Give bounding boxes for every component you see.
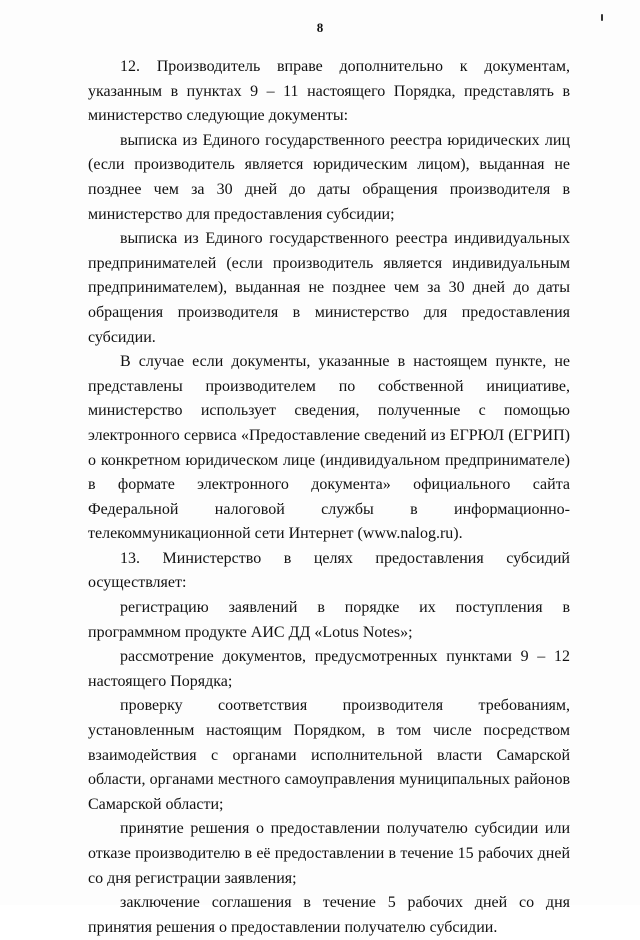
document-body — [88, 55, 570, 940]
paragraph-egrul-extract: выписка из Единого государственного реестра юридических лиц (если производитель является юридическим лицом), выданная не позднее чем за 30 дней до даты обращения производителя в министерство для предоставления субсидии; — [88, 131, 570, 223]
paragraph-compliance-check: проверку соответствия производителя требованиям, установленным настоящим Порядком, в том числе посредством взаимодействия с органами исполнительной власти Самарской области, органами местного самоуправления муниципальных районов Самарской области; — [88, 697, 570, 813]
page-number: 8 — [316, 20, 324, 35]
paragraph-review: рассмотрение документов, предусмотренных пунктами 9 – 12 настоящего Порядка; — [88, 648, 570, 690]
paragraph-decision: принятие решения о предоставлении получателю субсидии или отказе производителю в её предоставлении в течение 15 рабочих дней со дня регистрации заявления; — [88, 820, 570, 887]
paragraph-if-not-submitted: В случае если документы, указанные в настоящем пункте, не представлены производителем по собственной инициативе, министерство использует сведения, полученные с помощью электронного сервиса «Предоставление сведений из ЕГРЮЛ (ЕГРИП) о конкретном юридическом лице (индивидуальном предпринимателе) в формате электронного документа» официального сайта Федеральной налоговой службы в информационно-телекоммуникационной сети Интернет (www.nalog.ru). — [88, 353, 570, 543]
paragraph-agreement: заключение соглашения в течение 5 рабочих дней со дня принятия решения о предоставлении получателю субсидии. — [88, 894, 570, 936]
paragraph-registration: регистрацию заявлений в порядке их поступления в программном продукте АИС ДД «Lotus Notes»; — [88, 599, 570, 641]
paragraph-egrip-extract: выписка из Единого государственного реестра индивидуальных предпринимателей (если производитель является индивидуальным предпринимателем), выданная не позднее чем за 30 дней до даты обращения производителя в министерство для предоставления субсидии. — [88, 230, 570, 346]
paragraph-12-intro: 12. Производитель вправе дополнительно к документам, указанным в пунктах 9 – 11 настоящего Порядка, представлять в министерство следующие документы: — [88, 58, 570, 125]
paragraph-13-intro: 13. Министерство в целях предоставления субсидий осуществляет: — [88, 549, 570, 592]
